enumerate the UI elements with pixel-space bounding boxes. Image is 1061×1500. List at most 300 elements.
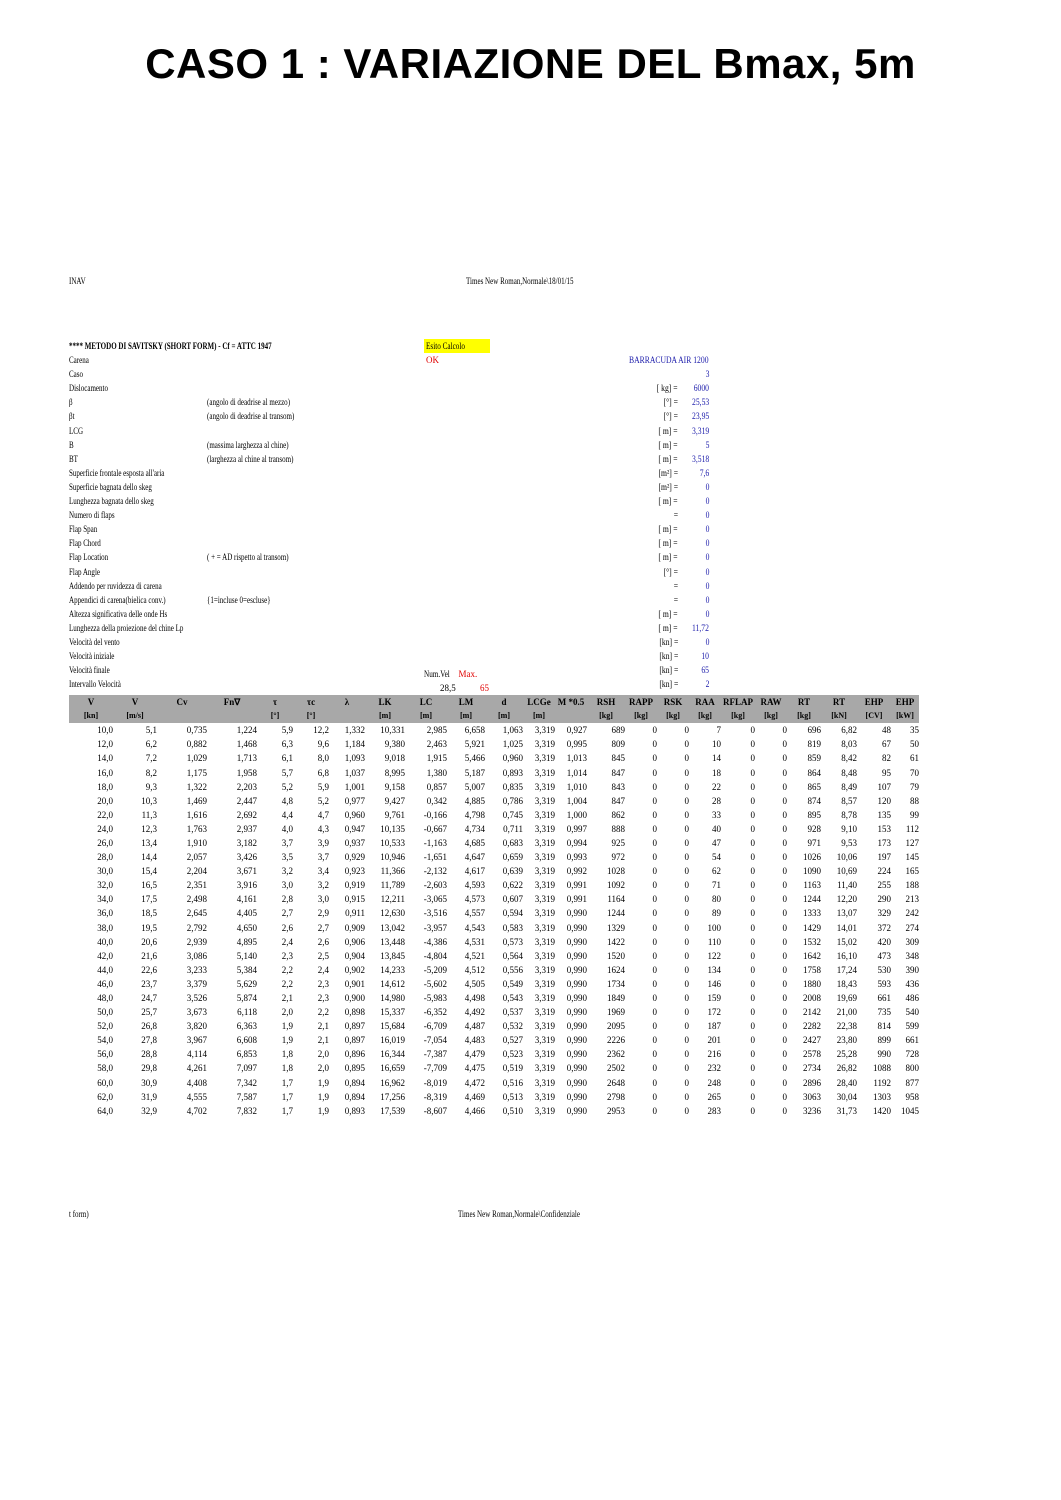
table-cell: 159 <box>707 993 721 1004</box>
table-cell: 20,0 <box>97 795 113 806</box>
table-cell: 0,990 <box>566 1091 587 1102</box>
table-cell: 22 <box>712 781 721 792</box>
table-cell: 2648 <box>607 1077 625 1088</box>
table-cell: 4,543 <box>464 922 485 933</box>
table-cell: 54,0 <box>97 1035 113 1046</box>
table-cell: 3,319 <box>534 739 555 750</box>
table-cell: 925 <box>611 837 625 848</box>
table-cell: 12,2 <box>313 725 329 736</box>
table-cell: 10,0 <box>97 725 113 736</box>
table-cell: 0 <box>782 936 787 947</box>
table-cell: 0,902 <box>344 964 365 975</box>
table-cell: 0 <box>782 1063 787 1074</box>
table-cell: 0 <box>782 753 787 764</box>
param-value: 10 <box>701 651 709 662</box>
column-unit <box>555 709 587 723</box>
table-cell: 0 <box>782 978 787 989</box>
table-cell: 9,6 <box>317 739 329 750</box>
table-cell: 0 <box>750 753 755 764</box>
table-cell: 0,556 <box>502 964 523 975</box>
param-label: Numero di flaps <box>69 510 115 521</box>
table-cell: 0,991 <box>566 894 587 905</box>
table-cell: 10,3 <box>141 795 157 806</box>
table-cell: 3,0 <box>317 894 329 905</box>
param-label: Superficie frontale esposta all'aria <box>69 467 165 478</box>
table-cell: 265 <box>707 1091 721 1102</box>
table-cell: 4,734 <box>464 823 485 834</box>
table-cell: 8,995 <box>384 767 405 778</box>
table-cell: 1088 <box>873 1063 891 1074</box>
column-unit: [kg] <box>689 709 721 723</box>
table-cell: 0 <box>750 781 755 792</box>
table-cell: 0 <box>782 922 787 933</box>
table-cell: 10,533 <box>380 837 405 848</box>
table-cell: 0,594 <box>502 908 523 919</box>
table-cell: 22,0 <box>97 809 113 820</box>
table-cell: -7,054 <box>423 1035 447 1046</box>
table-cell: 0 <box>782 725 787 736</box>
param-unit: [m²] = <box>658 481 678 492</box>
table-cell: 1,332 <box>344 725 365 736</box>
table-cell: 0 <box>750 1105 755 1116</box>
table-cell: 4,555 <box>186 1091 207 1102</box>
table-cell: 0 <box>782 894 787 905</box>
table-row <box>69 723 919 737</box>
table-cell: 6,118 <box>237 1007 257 1018</box>
table-cell: 1734 <box>607 978 625 989</box>
column-header: RFLAP <box>721 695 755 709</box>
table-cell: 0 <box>782 837 787 848</box>
table-cell: 0,882 <box>186 739 207 750</box>
table-cell: 3,319 <box>534 1049 555 1060</box>
table-cell: 0,607 <box>502 894 523 905</box>
table-cell: 4,405 <box>236 908 257 919</box>
table-cell: 12,630 <box>380 908 405 919</box>
table-cell: 3,671 <box>236 866 257 877</box>
table-cell: 1,469 <box>186 795 207 806</box>
table-cell: 0 <box>652 1049 657 1060</box>
table-cell: 64,0 <box>97 1105 113 1116</box>
param-label: Lunghezza bagnata dello skeg <box>69 496 154 507</box>
table-cell: 0 <box>782 993 787 1004</box>
column-unit: [m] <box>523 709 555 723</box>
table-cell: 274 <box>905 922 919 933</box>
table-cell: 213 <box>905 894 919 905</box>
table-cell: 0 <box>684 1035 689 1046</box>
table-cell: -2,603 <box>423 880 447 891</box>
table-cell: -8,319 <box>423 1091 447 1102</box>
table-cell: 1,9 <box>281 1021 293 1032</box>
param-unit: [kn] = <box>659 651 678 662</box>
table-cell: 4,0 <box>281 823 293 834</box>
table-cell: 0 <box>652 1063 657 1074</box>
param-label: Dislocamento <box>69 383 108 394</box>
table-cell: 0 <box>782 908 787 919</box>
table-cell: 6,8 <box>317 767 329 778</box>
table-cell: 3,5 <box>281 852 293 863</box>
table-cell: -5,983 <box>423 993 447 1004</box>
table-cell: 2226 <box>607 1035 625 1046</box>
param-label: Flap Angle <box>69 566 101 577</box>
table-cell: 0,895 <box>344 1063 365 1074</box>
table-cell: 2,0 <box>317 1063 329 1074</box>
table-cell: 888 <box>611 823 625 834</box>
table-cell: 153 <box>877 823 891 834</box>
table-cell: 1,175 <box>186 767 207 778</box>
table-cell: 28,40 <box>836 1077 857 1088</box>
table-cell: 3,319 <box>534 922 555 933</box>
table-cell: 22,6 <box>141 964 157 975</box>
table-cell: 809 <box>611 739 625 750</box>
table-cell: 26,82 <box>836 1063 857 1074</box>
table-cell: 1,013 <box>566 753 587 764</box>
table-cell: 4,593 <box>464 880 485 891</box>
param-label: Flap Location <box>69 552 109 563</box>
table-cell: 2,8 <box>281 894 293 905</box>
table-cell: -0,667 <box>423 823 447 834</box>
table-cell: 48,0 <box>97 993 113 1004</box>
table-cell: 1,915 <box>426 753 447 764</box>
table-cell: 0 <box>750 908 755 919</box>
results-table <box>69 695 919 1118</box>
table-cell: 990 <box>877 1049 891 1060</box>
table-cell: 16,10 <box>836 950 857 961</box>
table-cell: 10,69 <box>836 866 857 877</box>
table-cell: 3,319 <box>534 725 555 736</box>
table-cell: 13,845 <box>380 950 405 961</box>
table-cell: 0,583 <box>502 922 523 933</box>
table-cell: 2,692 <box>236 809 257 820</box>
table-cell: 0,990 <box>566 1077 587 1088</box>
table-cell: 0 <box>652 880 657 891</box>
table-cell: 197 <box>877 852 891 863</box>
table-cell: 1,004 <box>566 795 587 806</box>
table-cell: 847 <box>611 767 625 778</box>
table-cell: 18,43 <box>836 978 857 989</box>
param-value: 11,72 <box>692 622 709 633</box>
table-cell: 1,7 <box>281 1077 293 1088</box>
table-cell: 3,319 <box>534 1063 555 1074</box>
table-cell: 6,2 <box>145 739 157 750</box>
param-label: Flap Chord <box>69 538 101 549</box>
table-cell: 3,319 <box>534 1035 555 1046</box>
table-cell: 26,8 <box>141 1021 157 1032</box>
table-cell: 82 <box>882 753 891 764</box>
table-cell: 2,985 <box>426 725 447 736</box>
table-row <box>69 1033 919 1047</box>
table-cell: 0,990 <box>566 908 587 919</box>
table-cell: 3,319 <box>534 781 555 792</box>
table-cell: 2,0 <box>317 1049 329 1060</box>
column-unit: [m] <box>485 709 523 723</box>
table-cell: 13,042 <box>380 922 405 933</box>
table-cell: 0,990 <box>566 922 587 933</box>
param-value: 0 <box>705 636 709 647</box>
param-unit: [kn] = <box>659 679 678 690</box>
table-cell: 0 <box>684 823 689 834</box>
table-cell: 0,906 <box>344 936 365 947</box>
param-value: 7,6 <box>699 467 709 478</box>
param-row <box>69 466 709 480</box>
table-cell: 4,483 <box>464 1035 485 1046</box>
column-header: RSK <box>657 695 689 709</box>
table-cell: 36,0 <box>97 908 113 919</box>
param-row <box>69 635 709 649</box>
column-unit: [°] <box>293 709 329 723</box>
param-desc: (angolo di deadrise al mezzo) <box>207 397 291 408</box>
table-cell: 4,512 <box>464 964 485 975</box>
column-header: Fn∇ <box>207 695 257 709</box>
table-cell: 0 <box>750 978 755 989</box>
param-unit: [ m] = <box>658 425 678 436</box>
table-cell: 0,995 <box>566 739 587 750</box>
table-cell: 661 <box>877 993 891 1004</box>
table-row <box>69 1005 919 1019</box>
param-unit: [ m] = <box>658 622 678 633</box>
table-cell: 0,901 <box>344 978 365 989</box>
table-cell: -6,709 <box>423 1021 447 1032</box>
param-label: Superficie bagnata dello skeg <box>69 481 152 492</box>
param-label: Carena <box>69 355 89 366</box>
table-cell: 0,342 <box>426 795 447 806</box>
table-cell: 1,616 <box>186 809 207 820</box>
table-cell: 0,909 <box>344 922 365 933</box>
table-cell: 6,1 <box>281 753 293 764</box>
column-header: RAPP <box>625 695 657 709</box>
column-header: LK <box>365 695 405 709</box>
table-cell: 15,02 <box>836 936 857 947</box>
column-header: V <box>113 695 157 709</box>
table-cell: 3,319 <box>534 837 555 848</box>
table-cell: 14,233 <box>380 964 405 975</box>
table-cell: 2,3 <box>281 950 293 961</box>
table-cell: 0,835 <box>502 781 523 792</box>
table-cell: 1045 <box>901 1105 919 1116</box>
table-cell: 23,80 <box>836 1035 857 1046</box>
param-desc: (larghezza al chine al transom) <box>207 453 294 464</box>
table-cell: 48 <box>882 725 891 736</box>
param-row <box>69 367 709 381</box>
table-cell: 20,6 <box>141 936 157 947</box>
table-cell: 4,885 <box>464 795 485 806</box>
table-cell: 0 <box>684 739 689 750</box>
table-cell: 3236 <box>803 1105 821 1116</box>
table-cell: 14,980 <box>380 993 405 1004</box>
column-unit: [m] <box>405 709 447 723</box>
table-cell: 12,20 <box>836 894 857 905</box>
table-cell: 3,319 <box>534 880 555 891</box>
table-cell: 3,319 <box>534 866 555 877</box>
table-cell: 0,896 <box>344 1049 365 1060</box>
param-unit: = <box>673 510 678 521</box>
table-cell: 0,516 <box>502 1077 523 1088</box>
table-cell: 2,9 <box>317 908 329 919</box>
param-unit: [ kg] = <box>657 383 678 394</box>
table-cell: 0 <box>652 739 657 750</box>
table-cell: 9,427 <box>384 795 405 806</box>
table-cell: 0 <box>684 852 689 863</box>
table-cell: 2,937 <box>236 823 257 834</box>
table-cell: 0 <box>782 795 787 806</box>
table-cell: 4,895 <box>236 936 257 947</box>
table-cell: 0 <box>750 993 755 1004</box>
column-header: RT <box>821 695 857 709</box>
table-cell: 0 <box>782 950 787 961</box>
table-cell: 1,9 <box>317 1091 329 1102</box>
table-cell: 80 <box>712 894 721 905</box>
table-cell: 232 <box>707 1063 721 1074</box>
table-cell: 0 <box>684 936 689 947</box>
column-unit: [kg] <box>587 709 625 723</box>
table-cell: 0 <box>750 1021 755 1032</box>
table-cell: 2,447 <box>236 795 257 806</box>
param-value: 3 <box>705 369 709 380</box>
table-cell: 3,319 <box>534 908 555 919</box>
table-cell: 18,0 <box>97 781 113 792</box>
table-cell: 0,927 <box>566 725 587 736</box>
table-cell: 0 <box>652 753 657 764</box>
table-cell: 4,4 <box>281 809 293 820</box>
table-cell: 18 <box>712 767 721 778</box>
table-cell: 16,344 <box>380 1049 405 1060</box>
table-cell: 10 <box>712 739 721 750</box>
table-cell: 7,342 <box>236 1077 257 1088</box>
table-cell: 4,492 <box>464 1007 485 1018</box>
table-cell: 31,73 <box>836 1105 857 1116</box>
table-cell: 5,1 <box>145 725 157 736</box>
table-cell: 0 <box>684 725 689 736</box>
table-cell: 2,0 <box>281 1007 293 1018</box>
table-cell: 1429 <box>803 922 821 933</box>
table-row <box>69 949 919 963</box>
table-cell: 2427 <box>803 1035 821 1046</box>
table-cell: 0 <box>652 809 657 820</box>
table-cell: 30,9 <box>141 1077 157 1088</box>
table-cell: 0 <box>652 950 657 961</box>
table-cell: 2095 <box>607 1021 625 1032</box>
table-cell: 3,526 <box>186 993 207 1004</box>
footer-left: t form) <box>69 1209 89 1219</box>
table-row <box>69 1104 919 1118</box>
column-unit: [kg] <box>625 709 657 723</box>
table-cell: -1,651 <box>423 852 447 863</box>
param-label: Velocità finale <box>69 665 110 676</box>
table-cell: 2,1 <box>317 1035 329 1046</box>
table-cell: 1,9 <box>317 1105 329 1116</box>
table-cell: 0 <box>684 1063 689 1074</box>
table-cell: 15,684 <box>380 1021 405 1032</box>
param-label: Appendici di carena(bielica conv.) <box>69 594 166 605</box>
table-cell: 3,319 <box>534 1007 555 1018</box>
table-cell: 26,0 <box>97 837 113 848</box>
table-cell: 2,1 <box>317 1021 329 1032</box>
table-cell: 0,990 <box>566 993 587 1004</box>
table-cell: 0 <box>750 894 755 905</box>
table-cell: 2008 <box>803 993 821 1004</box>
table-cell: 52,0 <box>97 1021 113 1032</box>
table-cell: 9,10 <box>841 823 857 834</box>
table-cell: 3,233 <box>186 964 207 975</box>
table-cell: 1532 <box>803 936 821 947</box>
table-cell: 0,894 <box>344 1077 365 1088</box>
table-cell: 9,3 <box>145 781 157 792</box>
header-left: INAV <box>69 276 86 286</box>
table-row <box>69 850 919 864</box>
table-cell: 0 <box>684 1049 689 1060</box>
table-cell: 7,587 <box>236 1091 257 1102</box>
table-row <box>69 991 919 1005</box>
table-cell: 0 <box>782 852 787 863</box>
table-cell: 5,9 <box>317 781 329 792</box>
table-cell: 6,3 <box>281 739 293 750</box>
table-cell: 3,182 <box>236 837 257 848</box>
param-row <box>69 494 709 508</box>
param-unit: [ m] = <box>658 552 678 563</box>
table-cell: 0 <box>782 866 787 877</box>
table-cell: 0 <box>684 1077 689 1088</box>
table-cell: 0,735 <box>186 725 207 736</box>
table-cell: 4,114 <box>187 1049 207 1060</box>
table-cell: 9,380 <box>384 739 405 750</box>
table-cell: 16,0 <box>97 767 113 778</box>
table-cell: 3,319 <box>534 753 555 764</box>
table-cell: 42,0 <box>97 950 113 961</box>
param-desc: (massima larghezza al chine) <box>207 439 289 450</box>
table-cell: 0 <box>652 1007 657 1018</box>
table-cell: 0 <box>652 866 657 877</box>
table-cell: 0,947 <box>344 823 365 834</box>
table-cell: 819 <box>807 739 821 750</box>
table-cell: 3,086 <box>186 950 207 961</box>
table-cell: 3,319 <box>534 993 555 1004</box>
table-cell: 2,5 <box>317 950 329 961</box>
footer-right: Times New Roman,Normale\Confidenziale <box>458 1209 580 1219</box>
table-cell: 61 <box>910 753 919 764</box>
table-cell: 845 <box>611 753 625 764</box>
column-unit: [kn] <box>69 709 113 723</box>
table-cell: 122 <box>707 950 721 961</box>
param-row <box>69 508 709 522</box>
table-row <box>69 921 919 935</box>
table-cell: 436 <box>905 978 919 989</box>
table-cell: 25,7 <box>141 1007 157 1018</box>
table-cell: 0,543 <box>502 993 523 1004</box>
table-cell: 864 <box>807 767 821 778</box>
param-row <box>69 522 709 536</box>
numvel-max-label: Max. <box>458 669 478 679</box>
table-cell: 0,897 <box>344 1035 365 1046</box>
table-cell: 0,893 <box>502 767 523 778</box>
table-cell: 17,256 <box>380 1091 405 1102</box>
column-header: d <box>485 695 523 709</box>
table-cell: 100 <box>707 922 721 933</box>
param-desc: {1=incluse 0=escluse} <box>207 594 271 605</box>
table-cell: 6,608 <box>236 1035 257 1046</box>
table-cell: 0 <box>652 1077 657 1088</box>
param-value: 5 <box>705 439 709 450</box>
table-cell: 99 <box>910 809 919 820</box>
column-unit: [m] <box>365 709 405 723</box>
table-cell: 5,2 <box>317 795 329 806</box>
table-cell: 1,9 <box>317 1077 329 1088</box>
table-cell: 696 <box>807 725 821 736</box>
table-cell: 958 <box>905 1091 919 1102</box>
table-cell: 2,7 <box>281 908 293 919</box>
table-cell: 4,3 <box>317 823 329 834</box>
param-unit: [ m] = <box>658 608 678 619</box>
table-cell: 1244 <box>803 894 821 905</box>
table-cell: 0 <box>750 795 755 806</box>
